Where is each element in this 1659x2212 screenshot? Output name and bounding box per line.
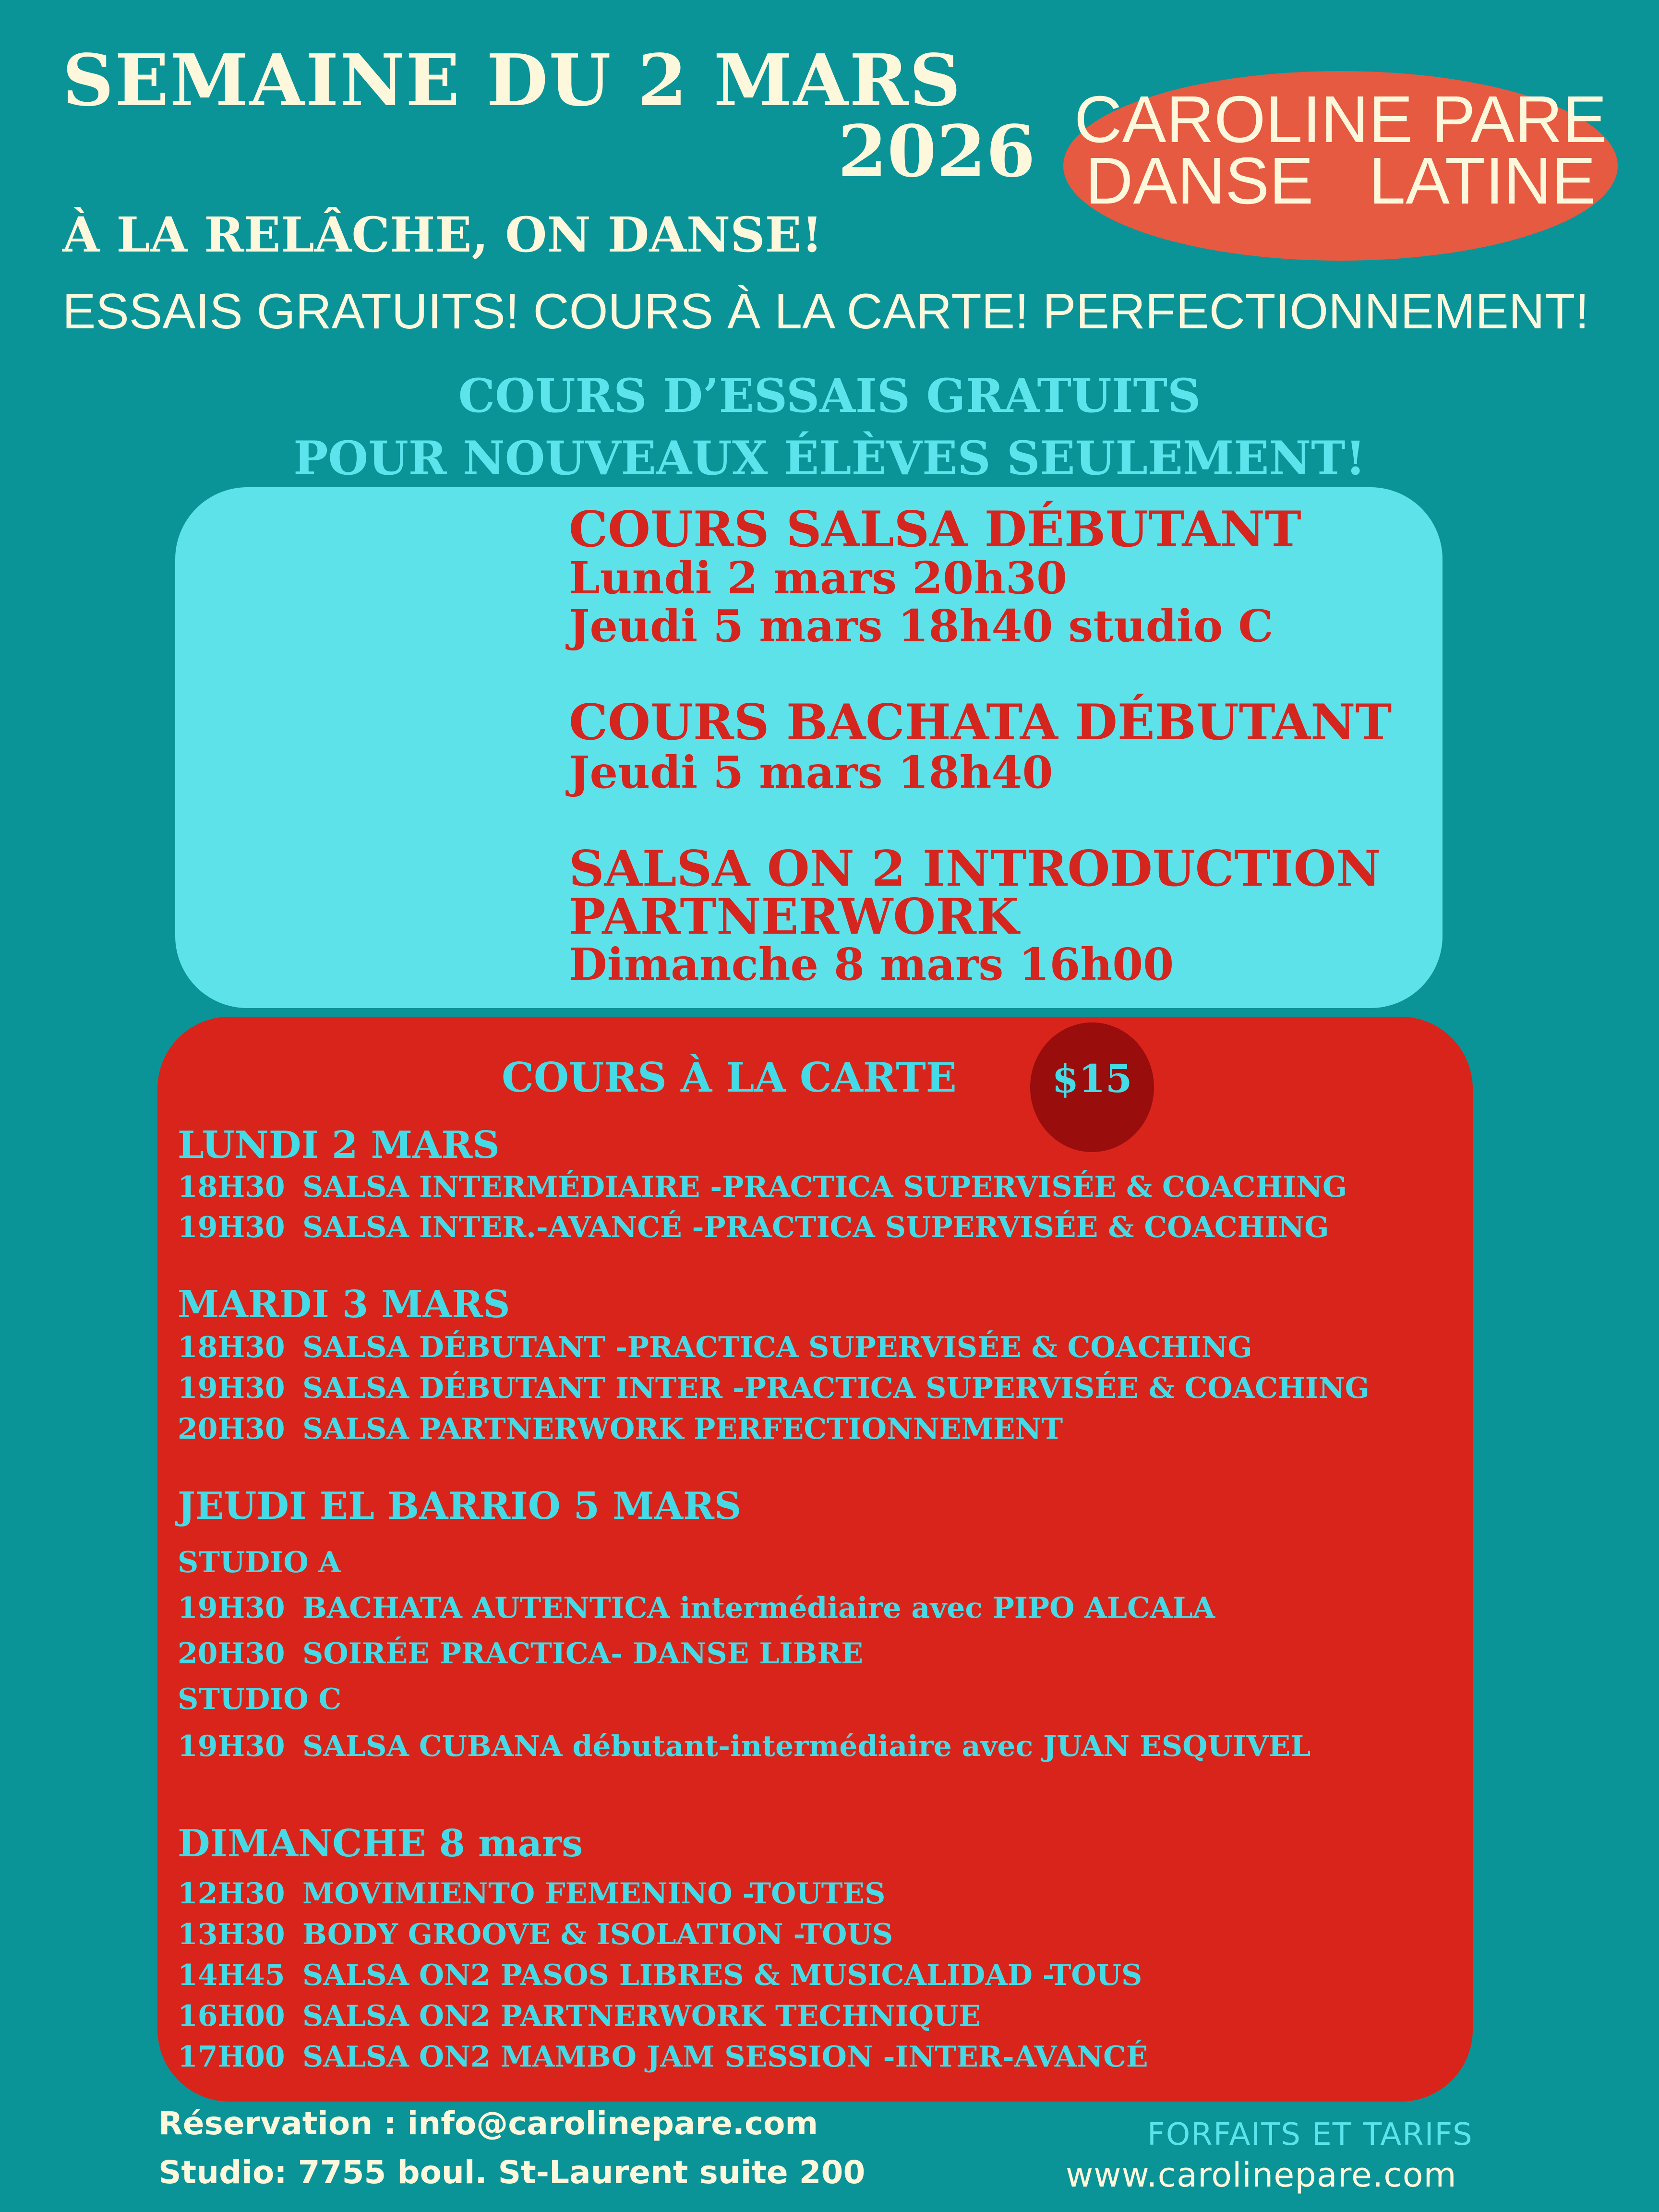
schedule-time: 14H45	[178, 1959, 285, 1992]
schedule-time: 18H30	[178, 1170, 285, 1204]
schedule-time: 19H30	[178, 1371, 285, 1405]
schedule-desc: SALSA CUBANA débutant-intermédiaire avec JUAN ESQUIVEL	[302, 1730, 1311, 1763]
free-trials-heading-line: COURS D’ESSAIS GRATUITS	[458, 369, 1201, 423]
day-heading-dimanche: DIMANCHE 8 mars	[178, 1822, 583, 1865]
schedule-desc: SALSA ON2 PASOS LIBRES & MUSICALIDAD -TOUS	[302, 1959, 1142, 1992]
schedule-time: 12H30	[178, 1877, 285, 1911]
website-link[interactable]: www.carolinepare.com	[1066, 2155, 1457, 2195]
logo-text: CAROLINE PARE DANSE LATINE	[1074, 83, 1607, 218]
subtitle: À LA RELÂCHE, ON DANSE!	[62, 206, 823, 263]
schedule-row	[178, 1877, 885, 1911]
free-course-title: PARTNERWORK	[569, 888, 1019, 946]
free-course-date: Lundi 2 mars 20h30	[569, 552, 1068, 604]
free-trials-heading-line: POUR NOUVEAUX ÉLÈVES SEULEMENT!	[293, 431, 1366, 485]
page-title: SEMAINE DU 2 MARS	[62, 38, 962, 122]
schedule-desc: MOVIMIENTO FEMENINO -TOUTES	[302, 1877, 886, 1911]
schedule-row	[178, 1412, 1063, 1446]
reservation-email[interactable]: Réservation : info@carolinepare.com	[158, 2105, 818, 2142]
free-course-date: Dimanche 8 mars 16h00	[569, 938, 1174, 990]
schedule-desc: SALSA INTER.-AVANCÉ -PRACTICA SUPERVISÉE & COACHING	[302, 1211, 1329, 1244]
schedule-desc: BODY GROOVE & ISOLATION -TOUS	[302, 1918, 893, 1951]
free-course-title: COURS BACHATA DÉBUTANT	[569, 694, 1392, 751]
schedule-row	[178, 1371, 1370, 1405]
schedule-row	[178, 1730, 1310, 1763]
price-label: $15	[1052, 1056, 1132, 1101]
schedule-time: 19H30	[178, 1730, 285, 1763]
studio-address: Studio: 7755 boul. St-Laurent suite 200	[158, 2154, 866, 2191]
day-heading-jeudi: JEUDI EL BARRIO 5 MARS	[178, 1484, 742, 1528]
schedule-time: 16H00	[178, 1999, 285, 2033]
free-course-date: Jeudi 5 mars 18h40 studio C	[569, 600, 1274, 652]
schedule-row	[178, 1637, 863, 1671]
schedule-row	[178, 1999, 981, 2033]
schedule-desc: SALSA DÉBUTANT INTER -PRACTICA SUPERVISÉE & COACHING	[302, 1371, 1370, 1405]
day-heading-mardi: MARDI 3 MARS	[178, 1283, 510, 1326]
schedule-desc: SALSA ON2 MAMBO JAM SESSION -INTER-AVANCÉ	[302, 2040, 1148, 2074]
schedule-desc: SOIRÉE PRACTICA- DANSE LIBRE	[302, 1637, 863, 1671]
free-course-title: SALSA ON 2 INTRODUCTION	[569, 840, 1381, 898]
free-trials-heading	[0, 365, 1659, 490]
schedule-time: 13H30	[178, 1918, 285, 1951]
schedule-row	[178, 1591, 1215, 1625]
schedule-desc: SALSA ON2 PARTNERWORK TECHNIQUE	[302, 1999, 981, 2033]
free-course-date: Jeudi 5 mars 18h40	[569, 746, 1053, 798]
schedule-row	[178, 1959, 1142, 1992]
schedule-time: 20H30	[178, 1637, 285, 1671]
page-title-year: 2026	[838, 109, 1035, 193]
schedule-time: 19H30	[178, 1591, 285, 1625]
schedule-row	[178, 1331, 1252, 1364]
schedule-row	[178, 1918, 893, 1951]
forfaits-link[interactable]: FORFAITS ET TARIFS	[1147, 2117, 1473, 2152]
schedule-time: 17H00	[178, 2040, 285, 2074]
schedule-desc: SALSA INTERMÉDIAIRE -PRACTICA SUPERVISÉE & COACHING	[302, 1170, 1347, 1204]
schedule-desc: SALSA DÉBUTANT -PRACTICA SUPERVISÉE & COACHING	[302, 1331, 1252, 1364]
schedule-row	[178, 1170, 1347, 1204]
schedule-desc: SALSA PARTNERWORK PERFECTIONNEMENT	[302, 1412, 1063, 1446]
tagline: ESSAIS GRATUITS! COURS À LA CARTE! PERFECTIONNEMENT!	[62, 284, 1589, 339]
schedule-time: 19H30	[178, 1211, 285, 1244]
schedule-time: 20H30	[178, 1412, 285, 1446]
free-course-title: COURS SALSA DÉBUTANT	[569, 501, 1301, 558]
schedule-row	[178, 1211, 1329, 1244]
schedule-time: 18H30	[178, 1331, 285, 1364]
studio-label: STUDIO A	[178, 1546, 341, 1579]
schedule-desc: BACHATA AUTENTICA intermédiaire avec PIPO ALCALA	[302, 1591, 1215, 1625]
day-heading-lundi: LUNDI 2 MARS	[178, 1123, 500, 1167]
studio-label: STUDIO C	[178, 1683, 342, 1716]
a-la-carte-title: COURS À LA CARTE	[502, 1054, 957, 1101]
free-trials-box	[175, 487, 1443, 1008]
schedule-row	[178, 2040, 1148, 2074]
